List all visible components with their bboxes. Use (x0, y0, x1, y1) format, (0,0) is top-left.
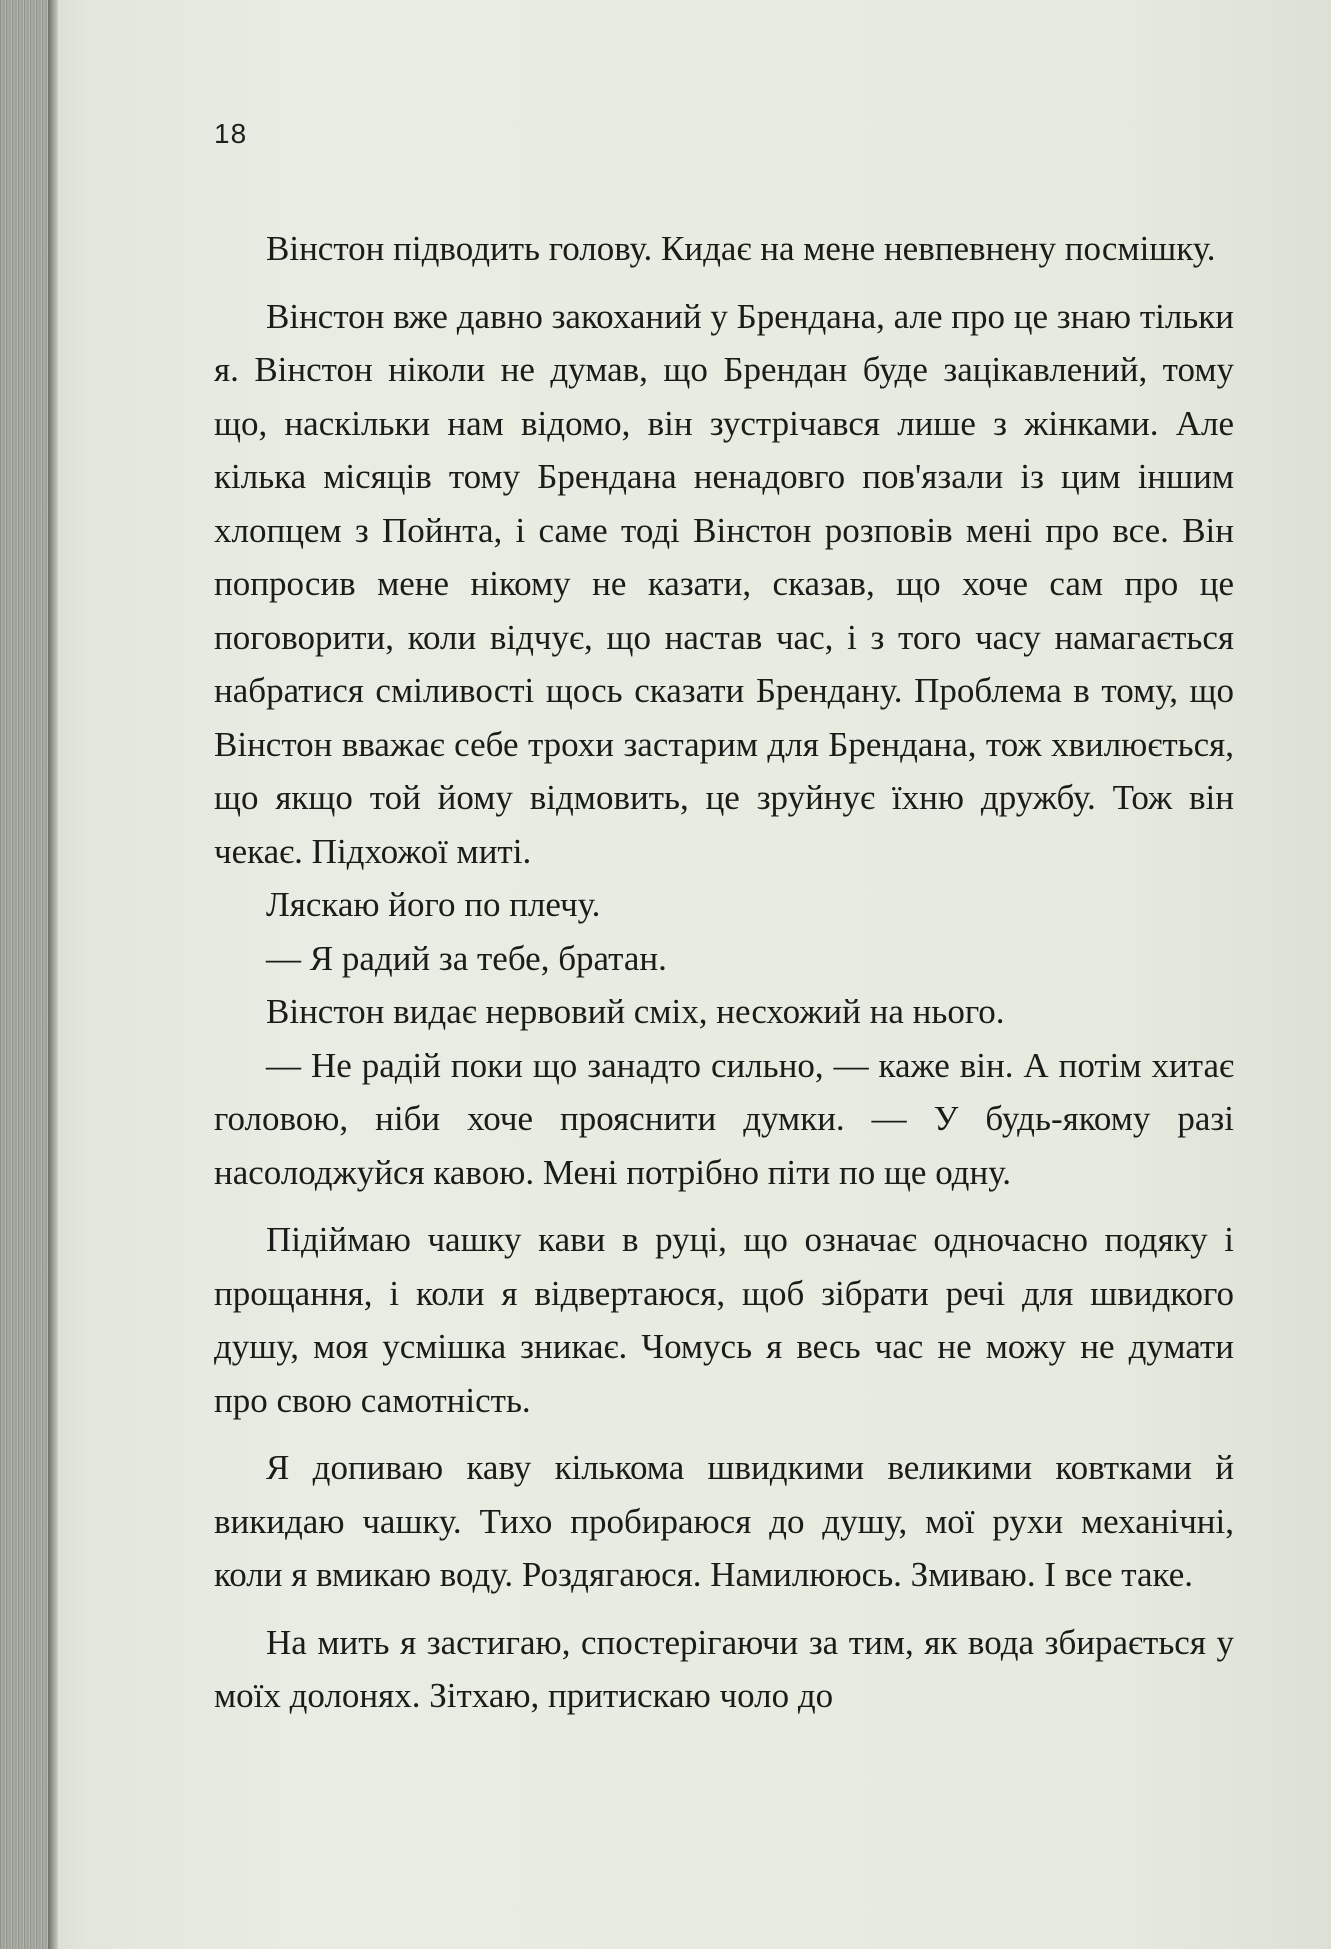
paragraph: — Я радий за тебе, братан. (266, 938, 667, 978)
page-number: 18 (214, 118, 248, 149)
paragraph: Вінстон видає нервовий сміх, несхожий на нього. (266, 992, 1005, 1031)
paragraph: Ляскаю його по плечу. (266, 885, 601, 924)
paragraph: Я допиваю каву кількома швидкими великими ковтками й викидаю чашку. Тихо пробираюся до душу, мої рухи механічні, коли я вмикаю воду. Роздягаюся. Намилююсь. Змиваю. І все таке. (214, 1448, 1234, 1594)
page-edge-shadow (48, 0, 58, 1949)
paragraph: Підіймаю чашку кави в руці, що означає одночасно подяку і прощання, і коли я відвертаюся, щоб зібрати речі для швидкого душу, моя усмішка зникає. Чомусь я весь час не можу не думати про свою самотність. (214, 1220, 1234, 1420)
paragraph: Вінстон вже давно закоханий у Брендана, але про це знаю тільки я. Вінстон ніколи не думав, що Брендан буде зацікавлений, тому що, наскільки нам відомо, він зустрічався лише з жінками. Але кілька місяців тому Брендана ненадовго пов'язали із цим іншим хлопцем з Пойнта, і саме тоді Вінстон розповів мені про все. Він попросив мене нікому не казати, сказав, що хоче сам про це поговорити, коли відчує, що настав час, і з того часу намагається набратися сміливості щось сказати Брендану. Проблема в тому, що Вінстон вважає себе трохи застарим для Брендана, тож хвилюється, що якщо той йому відмовить, це зруйнує їхню дружбу. Тож він чекає. Підхожої миті. (214, 296, 1234, 871)
body-text (214, 222, 1234, 1723)
paragraph: На мить я застигаю, спостерігаючи за тим, як вода збирається у моїх долонях. Зітхаю, притискаю чоло до (214, 1622, 1234, 1715)
book-spine-gutter (0, 0, 48, 1949)
paragraph: — Не радій поки що занадто сильно, — каже він. А потім хитає головою, ніби хоче прояснити думки. — У будь-якому разі насолоджуйся кавою. Мені потрібно піти по ще одну. (214, 1045, 1234, 1192)
paragraph: Вінстон підводить голову. Кидає на мене невпевнену посмішку. (266, 229, 1216, 268)
